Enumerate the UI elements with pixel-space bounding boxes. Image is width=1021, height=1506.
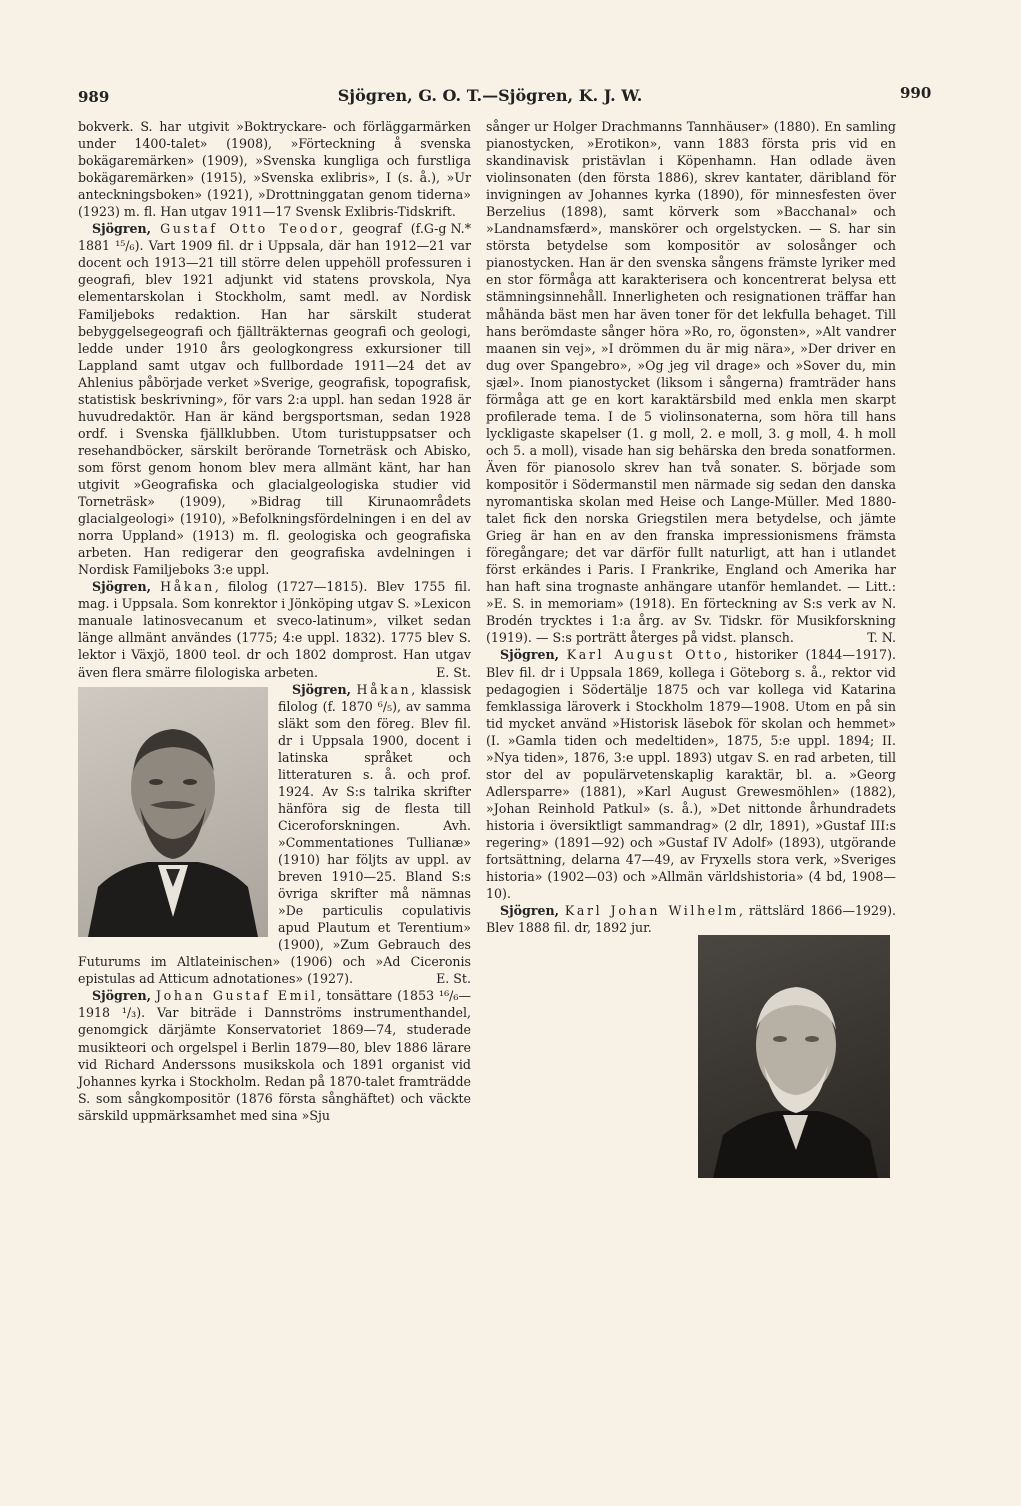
entry-name: Karl August Otto	[566, 647, 724, 663]
entry-name: Johan Gustaf Emil	[155, 988, 318, 1004]
signature: E. St.	[436, 664, 471, 680]
entry-hakan-filolog: Sjögren, Håkan, filolog (1727—1815). Blev 1755 fil. mag. i Uppsala. Som konrektor i Jönköping utgav S. »Lexicon manuale latinosvecanum et sveco-latinum», vilket sedan länge allmänt användes (1775; 4:e uppl. 1832). 1775 blev S. lektor i Växjö, 1800 teol. dr och 1802 domprost. Han utgav även flera smärre filologiska arbeten. E. St.	[78, 579, 471, 680]
headword: Sjögren,	[500, 647, 560, 663]
running-title: Sjögren, G. O. T.—Sjögren, K. J. W.	[337, 86, 643, 105]
entry-continuation: sånger ur Holger Drachmanns Tannhäuser» (1880). En samling pianostycken, »Erotikon», vann 1883 första pris vid en skandinavisk pristävlan i Köpenhamn. Han odlade även violinsonaten (den första 1886), skrev kantater, däribland för invigningen av Johannes kyrka (1890), för minnesfesten över Berzelius (1898), samt körverk som »Bacchanal» och »Landnamsfærd», manskörer och orgelstycken. — S. har sin största betydelse som kompositör av solosånger och pianostycken. Han är den svenska sångens främste lyriker med en stor förmåga att karakterisera och koncentrerat belysa ett stämningsinnehåll. Innerligheten och resignationen träffar han måhända bäst men har även toner för det lekfulla behaget. Till hans berömdaste sånger höra »Ro, ro, ögonsten», »Alt vandrer maanen sin vej», »I drömmen du är mig nära», »Der driver en dug over Spangebro», »Og jeg vil drage» och »Sover du, min sjæl». Inom pianostycket (liksom i sångerna) framträder hans förmåga att ge en kort karaktärsbild med enkla men skarpt profilerade tema. I de 5 violinsonaterna, som höra till hans lyckligaste skapelser (1. g moll, 2. e moll, 3. g moll, 4. h moll och 5. a moll), visade han sig behärska den breda sonatformen. Även för pianosolo skrev han två sonater. S. började som kompositör i Södermanstil men närmade sig sedan den danska nyromantiska skolan med Heise och Lange-Müller. Med 1880-talet fick den norska Griegstilen mera betydelse, och jämte Grieg är han en av den franska impressionismens främsta föregångare; det var därför fullt naturligt, att han i utlandet först erkändes i Paris. I Frankrike, England och Amerika har han haft sina trognaste anhängare utanför hemlandet. — Litt.: »E. S. in memoriam» (1918). En förteckning av S:s verk av N. Brodén trycktes i 1:a årg. av Sv. Tidskr. för Musikforskning (1919). — S:s porträtt återges på vidst. plansch. T. N.	[486, 119, 896, 646]
right-column	[486, 118, 896, 936]
headword: Sjögren,	[92, 579, 152, 595]
entry-hakan-klassisk-filolog: Sjögren, Håkan, klassisk filolog (f. 1870 ⁶/₅), av samma släkt som den föreg. Blev fil. dr i Uppsala 1900, docent i latinska språket och litteraturen s. å. och prof. 1924. Av S:s talrika skrifter hänföra sig de flesta till Ciceroforskningen. Avh. »Commentationes Tullianæ» (1910) har följts av uppl. av breven 1910—25. Bland S:s övriga skrifter må nämnas »De particulis copulativis apud Plautum et Terentium» (1900), »Zum Gebrauch des Futurums im Altlateinischen» (1906) och »Ad Ciceronis epistulas ad Atticum adnotationes» (1927). E. St.	[78, 681, 471, 987]
entry-name: Gustaf Otto Teodor	[160, 221, 340, 237]
entry-name: Håkan	[356, 681, 412, 697]
headword: Sjögren,	[500, 903, 560, 919]
portrait-karl-august-otto-sjogren	[698, 935, 890, 1178]
signature: G-g N.*	[423, 221, 471, 237]
entry-gustaf-otto-teodor: Sjögren, Gustaf Otto Teodor, geograf (f. 1881 ¹⁵/₆). Vart 1909 fil. dr i Uppsala, där han 1912—21 var docent och 1913—21 till större delen uppehöll professuren i geografi, blev 1921 adjunkt vid statens provskola, Nya elementarskolan i Stockholm, samt medl. av Nordisk Familjeboks redaktion. Han har särskilt studerat bebyggelsegeografi och fjällträkternas geografi och geologi, ledde under 1910 års geologkongress exkursioner till Lappland samt utgav och fullbordade 1911—24 det av Ahlenius påbörjade verket »Sverige, geografisk, topografisk, statistisk beskrivning», för vars 2:a uppl. han sedan 1928 är huvudredaktör. Han är känd bergsportsman, sedan 1928 ordf. i Svenska fjällklubben. Utom turistuppsatser och resehandböcker, särskilt berörande Torneträsk och Abisko, som först genom honom blev mera allmänt känt, har han utgivit »Geografiska och glacialgeologiska studier vid Torneträsk» (1909), »Bidrag till Kirunaområdets glacialgeologi» (1910), »Befolkningsfördelningen i en del av norra Uppland» (1913) m. fl. geologiska och geografiska arbeten. Han redigerar den geografiska avdelningen i Nordisk Familjeboks 3:e uppl.	[78, 221, 471, 578]
signature: E. St.	[436, 971, 471, 987]
entry-name: Håkan	[160, 579, 215, 595]
entry-johan-gustaf-emil: Sjögren, Johan Gustaf Emil, tonsättare (1853 ¹⁶/₆—1918 ¹/₃). Var biträde i Dannströms instrumenthandel, genomgick därjämte Konservatoriet 1869—74, studerade musikteori och orgelspel i Berlin 1879—80, blev 1886 lärare vid Richard Anderssons musikskola och 1891 organist vid Johannes kyrka i Stockholm. Redan på 1870-talet framträdde S. som sångkompositör (1876 första sånghäftet) och väckte särskild uppmärksamhet med sina »Sju	[78, 988, 471, 1123]
page-number-left: 989	[78, 88, 110, 106]
signature: T. N.	[867, 630, 896, 646]
entry-karl-johan-wilhelm: Sjögren, Karl Johan Wilhelm, rättslärd 1866—1929). Blev 1888 fil. dr, 1892 jur.	[486, 903, 896, 936]
headword: Sjögren,	[92, 221, 152, 237]
left-column	[78, 118, 471, 1124]
page-number-right: 990	[900, 84, 932, 102]
entry-continuation: bokverk. S. har utgivit »Boktryckare- och förläggarmärken under 1400-talet» (1908), »Förteckning å svenska bokägaremärken» (1909), »Svenska kungliga och furstliga bokägaremärken» (1915), »Svenska exlibris», I (s. å.), »Ur anteckningsboken» (1921), »Drottninggatan genom tiderna» (1923) m. fl. Han utgav 1911—17 Svensk Exlibris-Tidskrift. G-g N.*	[78, 119, 471, 237]
headword: Sjögren,	[292, 681, 352, 697]
headword: Sjögren,	[92, 988, 152, 1004]
entry-karl-august-otto: Sjögren, Karl August Otto, historiker (1844—1917). Blev fil. dr i Uppsala 1869, kollega i Göteborg s. å., rektor vid pedagogien i Södertälje 1875 och var kollega vid Katarina femklassiga läroverk i Stockholm 1879—1908. Utom en på sin tid mycket använd »Historisk läsebok för skolan och hemmet» (I. »Gamla tiden och medeltiden», 1875, 5:e uppl. 1894; II. »Nya tiden», 1876, 3:e uppl. 1893) utgav S. en rad arbeten, till stor del av populärvetenskaplig karaktär, bl. a. »Georg Adlersparre» (1881), »Karl August Grewesmöhlen» (1882), »Johan Reinhold Patkul» (s. å.), »Det nittonde århundradets historia i översiktligt sammandrag» (2 dlr, 1891), »Gustaf III:s regering» (1891—92) och »Gustaf IV Adolf» (1893), utgörande fortsättning, delarna 47—49, av Fryxells stora verk, »Sveriges historia» (1902—03) och »Allmän världshistoria» (4 bd, 1908—10).	[486, 647, 896, 902]
portrait-hakan-sjogren	[78, 687, 268, 937]
entry-name: Karl Johan Wilhelm	[564, 903, 739, 919]
